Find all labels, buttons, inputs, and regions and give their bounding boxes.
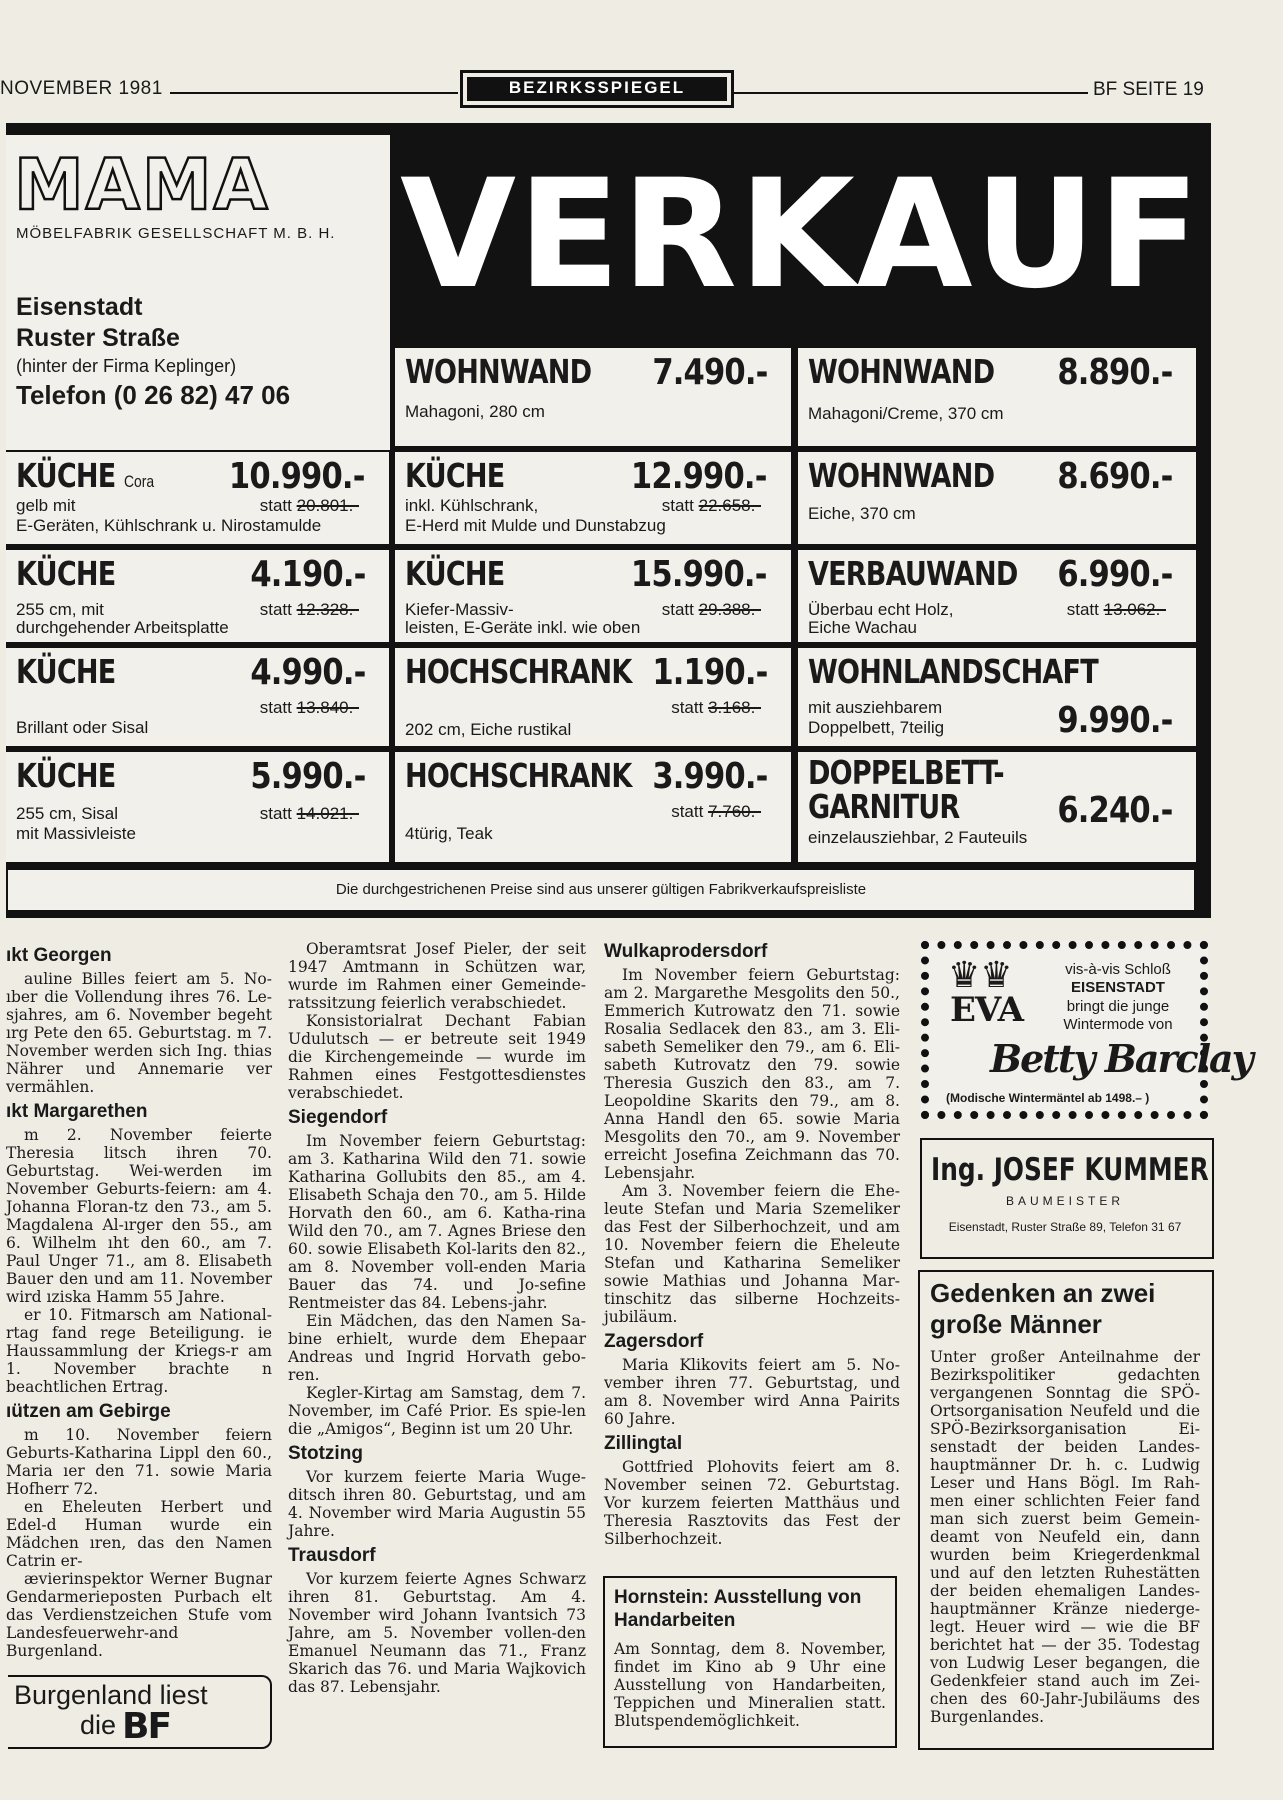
product-desc: Doppelbett, 7teilig: [808, 718, 945, 737]
article-heading: Siegendorf: [288, 1107, 388, 1128]
article-column-3: [604, 936, 900, 1548]
product-title-line1: DOPPELBETT-: [808, 753, 1004, 792]
eva-line1: vis-à-vis Schloß: [1065, 961, 1171, 978]
article-column-2: [288, 940, 586, 1696]
product-desc: E-Geräten, Kühlschrank u. Nirostamulde: [16, 516, 322, 535]
bf-promo-line2: die: [80, 1710, 117, 1740]
article-paragraph: Kegler-Kirtag am Samstag, dem 7. November, im Café Prior. Es spie-len die „Amigos“, Beginn ist um 20 Uhr.: [288, 1384, 586, 1438]
article-paragraph: Vor kurzem feierte Agnes Schwarz ihren 81. Geburtstag. Am 4. November wird Johann Ivantsich 73 Jahre, am 5. November vollen-den Emanuel Neumann das 71., Franz Skarich das 76. und Maria Wajkovich das 87. Lebensjahr.: [288, 1570, 586, 1696]
issue-date: NOVEMBER 1981: [0, 78, 163, 99]
product-desc: 255 cm, Sisal: [16, 804, 119, 823]
header-rule-right: [733, 92, 1088, 94]
product-title: HOCHSCHRANK: [405, 652, 632, 691]
article-paragraph: m 10. November feiern Geburts-Katharina Lippl den 60., Maria ıer den 71. sowie Maria Hofherr 72.: [6, 1426, 272, 1498]
product-cell: [798, 752, 1196, 862]
eva-line4: Wintermode von: [1063, 1016, 1173, 1033]
product-title: VERBAUWAND: [808, 554, 1018, 593]
product-cell: [798, 348, 1196, 446]
product-title: KÜCHE: [405, 554, 505, 593]
article-heading: ıkt Georgen: [6, 945, 112, 966]
bf-logo: BF: [122, 1706, 171, 1747]
verkauf-letter: V: [400, 148, 517, 322]
address-street: Ruster Straße: [16, 324, 180, 352]
article-heading: Zillingtal: [604, 1433, 683, 1454]
product-price: 6.240.-: [1056, 790, 1172, 831]
old-price-value: 14.021.-: [296, 804, 359, 823]
product-cell: [6, 648, 389, 746]
old-price-label: statt: [671, 802, 704, 821]
product-desc: inkl. Kühlschrank,: [405, 496, 539, 515]
product-cell: [6, 752, 389, 862]
product-desc: E-Herd mit Mulde und Dunstabzug: [405, 516, 666, 535]
old-price-value: 20.801.-: [296, 496, 359, 515]
product-cell: [395, 550, 791, 642]
product-title: KÜCHE: [16, 554, 116, 593]
article-paragraph: Am 3. November feiern die Ehe-leute Stefan und Maria Szemeliker das Fest der Silberhochzeit, und am 10. November feiern die Eheleute Stefan und Katharina Semeliker sowie Mathias und Johanna Mar-tinschitz das silberne Hochzeits-jubiläum.: [604, 1182, 900, 1326]
article-paragraph: ævierinspektor Werner Bugnar Gendarmerieposten Purbach elt das Verdienstzeichen Stufe vom Landesfeuerwehr-and Burgenland.: [6, 1570, 272, 1660]
verkauf-headline: [400, 148, 1200, 322]
product-desc: mit Massivleiste: [16, 824, 136, 843]
gedenken-title: Gedenken an zwei große Männer: [930, 1278, 1156, 1339]
product-desc: Brillant oder Sisal: [16, 718, 149, 737]
product-title: KÜCHE: [16, 652, 116, 691]
product-cell: [6, 550, 389, 642]
ad-footnote: Die durchgestrichenen Preise sind aus unserer gültigen Fabrikverkaufspreisliste: [8, 870, 1194, 910]
product-price: 10.990.-: [229, 456, 365, 497]
product-cell: [6, 452, 389, 544]
product-desc: einzelausziehbar, 2 Fauteuils: [808, 828, 1028, 847]
product-title-text: KÜCHE: [16, 456, 116, 495]
section-label: BEZIRKSSPIEGEL: [467, 77, 727, 101]
product-title-line2: GARNITUR: [808, 787, 960, 826]
old-price-label: statt: [671, 698, 704, 717]
verkauf-letter: K: [738, 148, 855, 322]
old-price-value: 7.760.-: [708, 802, 761, 821]
old-price: [662, 496, 761, 516]
address-note: (hinter der Firma Keplinger): [16, 356, 237, 376]
article-paragraph: Im November feiern Geburtstag: am 3. Katharina Wild den 71. sowie Katharina Gollubits den 85., am 4. Elisabeth Schaja den 70., am 5. Hilde Horvath den 60., am 6. Katha-rina Wild den 70., am 7. Agnes Briese den 60. sowie Elisabeth Kol-larits den 82., am 8. November voll-enden Maria Bauer das 74. und Jo-sefine Rentmeister das 84. Lebens-jahr.: [288, 1132, 586, 1312]
eva-logo: EVA: [950, 990, 1024, 1030]
product-desc: gelb mit: [16, 496, 76, 515]
article-heading: Stotzing: [288, 1443, 363, 1464]
product-title-suffix: Cora: [123, 472, 155, 491]
old-price: [260, 698, 359, 718]
product-desc: leisten, E-Geräte inkl. wie oben: [405, 618, 641, 637]
product-price: 3.990.-: [651, 756, 767, 797]
article-heading: Wulkaprodersdorf: [604, 941, 768, 962]
verkauf-letter: A: [856, 148, 973, 322]
bf-promo-line1: Burgenland liest: [14, 1680, 208, 1710]
product-desc: 202 cm, Eiche rustikal: [405, 720, 572, 739]
product-title: KÜCHE: [16, 756, 116, 795]
product-cell: [395, 752, 791, 862]
article-paragraph: Vor kurzem feierte Maria Wuge-ditsch ihren 80. Geburtstag, und am 4. November wird Maria Augustin 55 Jahre.: [288, 1468, 586, 1540]
product-price: 8.890.-: [1056, 352, 1172, 393]
product-cell: [395, 348, 791, 446]
article-column-1: [6, 940, 272, 1660]
product-desc: durchgehender Arbeitsplatte: [16, 618, 229, 637]
section-label-box: [460, 70, 734, 108]
phone-number: Telefon (0 26 82) 47 06: [16, 380, 291, 410]
article-paragraph: er 10. Fitmarsch am National-rtag fand rege Beteiligung. ie Haussammlung der Kriegs-r am 1. November brachte n beachtlichen Ertrag.: [6, 1306, 272, 1396]
product-title: [808, 753, 1004, 826]
old-price-label: statt: [259, 804, 292, 823]
eva-line3: bringt die junge: [1066, 998, 1170, 1015]
header-rule-left: [170, 92, 458, 94]
product-cell: [395, 648, 791, 746]
old-price-label: statt: [259, 496, 292, 515]
article-paragraph: Konsistorialrat Dechant Fabian Udulutsch — er betreute seit 1949 die Kirchengemeinde — wurde im Rahmen eines Festgottesdienstes verabschiedet.: [288, 1012, 586, 1102]
product-desc: 255 cm, mit: [16, 600, 104, 619]
old-price-value: 22.658.-: [698, 496, 761, 515]
article-paragraph: Ein Mädchen, das den Namen Sa-bine erhielt, wurde dem Ehepaar Andreas und Ingrid Horvath gebo-ren.: [288, 1312, 586, 1384]
product-cell: [798, 550, 1196, 642]
product-cell: [798, 452, 1196, 544]
product-title: WOHNWAND: [405, 352, 592, 391]
verkauf-letter: F: [1097, 148, 1200, 322]
product-price: 15.990.-: [631, 554, 767, 595]
old-price-label: statt: [661, 496, 694, 515]
old-price-label: statt: [1066, 600, 1099, 619]
product-price: 1.190.-: [651, 652, 767, 693]
betty-barclay-logo: Betty Barclay: [990, 1036, 1252, 1081]
eva-note: (Modische Wintermäntel ab 1498.– ): [946, 1091, 1150, 1105]
product-price: 4.990.-: [249, 652, 365, 693]
old-price-value: 12.328.-: [296, 600, 359, 619]
verkauf-letter: E: [517, 148, 621, 322]
hornstein-text: Am Sonntag, dem 8. November, findet im Kino ab 9 Uhr eine Ausstellung von Handarbeiten, Teppichen und Mineralien statt. Blutspendemöglichkeit.: [614, 1640, 886, 1730]
product-desc: Eiche, 370 cm: [808, 504, 916, 523]
product-cell: [395, 452, 791, 544]
hornstein-title: Hornstein: Ausstellung von Handarbeiten: [614, 1587, 862, 1631]
old-price-label: statt: [259, 698, 292, 717]
verkauf-letter: R: [621, 148, 738, 322]
article-paragraph: Oberamtsrat Josef Pieler, der seit 1947 Amtmann in Schützen war, wurde im Rahmen einer Gemeinde-ratssitzung feierlich verabschiedet.: [288, 940, 586, 1012]
old-price-label: statt: [661, 600, 694, 619]
product-desc: Kiefer-Massiv-: [405, 600, 514, 619]
kummer-address: Eisenstadt, Ruster Straße 89, Telefon 31 67: [948, 1220, 1182, 1234]
product-desc: Mahagoni/Creme, 370 cm: [808, 404, 1004, 423]
product-title: WOHNLANDSCHAFT: [808, 652, 1098, 691]
article-paragraph: en Eheleuten Herbert und Edel-d Human wurde ein Mädchen ıren, das den Namen Catrin er-: [6, 1498, 272, 1570]
article-paragraph: m 2. November feierte Theresia litsch ihren 70. Geburtstag. Wei-werden im November Geburts-feiern: am 4. Johanna Floran-tz den 73., am 5. Magdalena Al-ırger den 55., am 6. Wilhelm ıht den 60., am 7. Paul Unger 71., am 8. Elisabeth Bauer den und am 11. November wird ıziska Hamm 55 Jahre.: [6, 1126, 272, 1306]
product-price: 8.690.-: [1056, 456, 1172, 497]
kummer-title: BAUMEISTER: [1005, 1194, 1124, 1208]
old-price: [1067, 600, 1166, 620]
old-price: [260, 496, 359, 516]
product-title: [16, 456, 154, 495]
verkauf-letter: U: [974, 148, 1096, 322]
old-price: [260, 600, 359, 620]
article-heading: Zagersdorf: [604, 1331, 704, 1352]
product-desc: Überbau echt Holz,: [808, 600, 954, 619]
old-price: [260, 804, 359, 824]
article-heading: ıkt Margarethen: [6, 1101, 148, 1122]
article-heading: ıützen am Gebirge: [6, 1401, 171, 1422]
product-desc: 4türig, Teak: [405, 824, 493, 843]
article-paragraph: Gottfried Plohovits feiert am 8. November seinen 72. Geburtstag. Vor kurzem feierten Matthäus und Theresia Rasztovits das Fest der Silberhochzeit.: [604, 1458, 900, 1548]
old-price-value: 29.388.-: [698, 600, 761, 619]
old-price-value: 13.840.-: [296, 698, 359, 717]
old-price: [671, 802, 761, 822]
product-cell: [798, 648, 1196, 746]
product-price: 4.190.-: [249, 554, 365, 595]
kummer-name: Ing. JOSEF KUMMER: [931, 1152, 1209, 1188]
old-price-label: statt: [259, 600, 292, 619]
product-desc: Eiche Wachau: [808, 618, 917, 637]
product-price: 7.490.-: [651, 352, 767, 393]
article-heading: Trausdorf: [288, 1545, 376, 1566]
company-name: MÖBELFABRIK GESELLSCHAFT M. B. H.: [16, 225, 336, 242]
article-paragraph: auline Billes feiert am 5. No-ıber die Vollendung ihres 76. Le-sjahres, am 6. November begeht ırg Pete den 65. Geburtstag. m 7. November werden sich Ing. thias Nährer und Annemarie ver vermählen.: [6, 970, 272, 1096]
product-title: WOHNWAND: [808, 352, 995, 391]
old-price: [671, 698, 761, 718]
address-city: Eisenstadt: [16, 293, 143, 321]
product-price: 12.990.-: [631, 456, 767, 497]
product-title: HOCHSCHRANK: [405, 756, 632, 795]
product-price: 9.990.-: [1056, 700, 1172, 741]
old-price-value: 13.062.-: [1103, 600, 1166, 619]
article-paragraph: Maria Klikovits feiert am 5. No-vember ihren 77. Geburtstag, und am 8. November wird Anna Pairits 60 Jahre.: [604, 1356, 900, 1428]
gedenken-text: Unter großer Anteilnahme der Bezirkspolitiker gedachten vergangenen Sonntag die SPÖ-Ortsorganisation Neufeld und die SPÖ-Bezirksorganisation Ei-senstadt der beiden Landes-hauptmänner Dr. h. c. Ludwig Leser und Hans Bögl. Im Rah-men einer schlichten Feier fand man sich zuerst beim Gemein-deamt von Neufeld ein, dann wurden beim Kriegerdenkmal und auf den letzten Ruhestätten der beiden ehemaligen Landes-hauptmänner Kränze niederge-legt. Heuer wird — wie die BF berichtet hat — der 35. Todestag von Ludwig Leser begangen, die Gedenkfeier stand auch im Zei-chen des 60-Jahr-Jubiläums des Burgenlandes.: [930, 1348, 1200, 1726]
old-price: [662, 600, 761, 620]
page-number: BF SEITE 19: [1093, 79, 1204, 100]
product-price: 6.990.-: [1056, 554, 1172, 595]
crown-icon: ♛♛: [948, 955, 1013, 996]
product-desc: mit ausziehbarem: [808, 698, 943, 717]
product-price: 5.990.-: [249, 756, 365, 797]
article-paragraph: Im November feiern Geburtstag: am 2. Margarethe Mesgolits den 50., Emmerich Kutrowatz den 71. sowie Rosalia Sedlacek den 83., am 3. Eli-sabeth Semeliker den 79., am 6. Eli-sabeth Kutrovatz den 79. sowie Theresia Guszich den 83., am 7. Leopoldine Skarits den 79., am 8. Anna Handl den 65. sowie Maria Mesgolits den 70., am 9. November erreicht Josefina Zeichmann das 70. Lebensjahr.: [604, 966, 900, 1182]
product-desc: Mahagoni, 280 cm: [405, 402, 545, 421]
mama-logo: MAMA: [14, 144, 270, 226]
product-title: KÜCHE: [405, 456, 505, 495]
product-title: WOHNWAND: [808, 456, 995, 495]
eva-line2: EISENSTADT: [1071, 979, 1165, 996]
old-price-value: 3.168.-: [708, 698, 761, 717]
